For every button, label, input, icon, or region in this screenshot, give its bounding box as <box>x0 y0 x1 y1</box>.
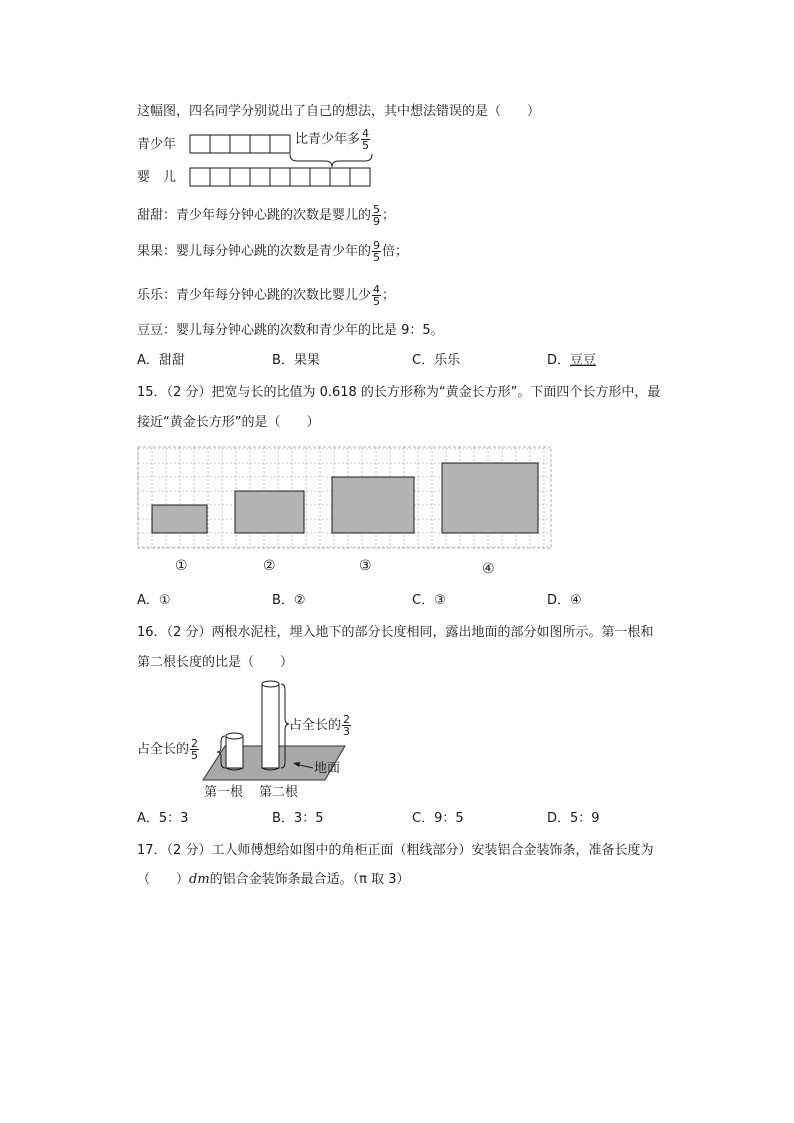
brace-label <box>295 128 371 151</box>
bar-cell <box>290 168 310 186</box>
rect-label-4: ④ <box>482 561 495 577</box>
rect-label-1: ① <box>175 558 188 574</box>
q14-option-b[interactable]: B．果果 <box>272 353 320 368</box>
q14-option-d[interactable]: D．豆豆 <box>547 353 597 368</box>
rectangle-2 <box>235 491 304 533</box>
statement-lele: 乐乐：青少年每分钟心跳的次数比婴儿少 $\frac{4}{5}$ ； <box>137 283 396 308</box>
bar-cell <box>350 168 370 186</box>
rectangles-grid-figure <box>137 446 553 550</box>
pillar-2-label: 第二根 <box>259 785 299 800</box>
statement-guoguo: 果果：婴儿每分钟心跳的次数是青少年的 $\frac{9}{5}$ 倍； <box>137 239 409 264</box>
pillar-2 <box>262 684 279 768</box>
q17-stem-line1: 17．（2 分）工人师傅想给如图中的角柜正面（粗线部分）安装铝合金装饰条，准备长度为 <box>137 843 654 858</box>
bar-cell <box>250 135 270 153</box>
q16-option-b[interactable]: B．3：5 <box>272 811 324 826</box>
statement-tiantian: 甜甜：青少年每分钟心跳的次数是婴儿的 $\frac{5}{9}$ ； <box>137 203 396 228</box>
q15-option-a[interactable]: A．① <box>137 593 171 608</box>
bar-cell <box>190 135 210 153</box>
q14-option-a[interactable]: A．甜甜 <box>137 353 185 368</box>
rectangle-1 <box>152 505 207 533</box>
q16-option-d[interactable]: D．5：9 <box>547 811 600 826</box>
pillar-1 <box>226 736 243 768</box>
q14-intro: 这幅图，四名同学分别说出了自己的想法，其中想法错误的是（ ） <box>137 104 541 119</box>
bar-cell <box>190 168 210 186</box>
q15-option-b[interactable]: B．② <box>272 593 306 608</box>
bar-cell <box>230 168 250 186</box>
q14-option-c[interactable]: C．乐乐 <box>412 353 461 368</box>
q16-stem-line2: 第二根长度的比是（ ） <box>137 655 294 670</box>
left-pillar-note: 占全长的 $\frac{2}{5}$ <box>137 737 199 762</box>
brace <box>290 154 372 167</box>
statement-doudou: 豆豆：婴儿每分钟心跳的次数和青少年的比是 9：5。 <box>137 323 444 338</box>
right-pillar-note: 占全长的 $\frac{2}{3}$ <box>289 713 351 738</box>
q14-label-teen: 青少年 <box>137 137 177 152</box>
bar-cell <box>210 168 230 186</box>
pillar-1-label: 第一根 <box>204 785 244 800</box>
bar-cell <box>270 135 290 153</box>
brace-text: 比青少年多 <box>295 132 361 147</box>
q15-option-c[interactable]: C．③ <box>412 593 446 608</box>
rectangle-4 <box>442 463 538 533</box>
baby-bar <box>190 168 370 186</box>
q16-option-c[interactable]: C．9：5 <box>412 811 464 826</box>
bar-cell <box>270 168 290 186</box>
brace-fraction: $\frac{4}{5}$ <box>362 127 370 152</box>
q16-stem-line1: 16．（2 分）两根水泥柱，埋入地下的部分长度相同，露出地面的部分如图所示。第一根和 <box>137 625 654 640</box>
q17-stem-line2: （ ）dm的铝合金装饰条最合适。（π 取 3） <box>137 872 410 887</box>
bar-cell <box>230 135 250 153</box>
ground-label: 地面 <box>314 761 341 776</box>
bar-cell <box>330 168 350 186</box>
bar-cell <box>310 168 330 186</box>
rect-label-3: ③ <box>359 558 372 574</box>
bar-cell <box>210 135 230 153</box>
q15-stem-line2: 接近“黄金长方形”的是（ ） <box>137 415 320 430</box>
teen-bar <box>190 135 290 153</box>
q15-option-d[interactable]: D．④ <box>547 593 582 608</box>
q14-label-baby: 婴 儿 <box>137 170 177 185</box>
rect-label-2: ② <box>263 558 276 574</box>
bar-cell <box>250 168 270 186</box>
q15-stem-line1: 15．（2 分）把宽与长的比值为 0.618 的长方形称为“黄金长方形”。下面四个长方形中，最 <box>137 385 661 400</box>
q16-option-a[interactable]: A．5：3 <box>137 811 189 826</box>
rectangle-3 <box>332 477 414 533</box>
